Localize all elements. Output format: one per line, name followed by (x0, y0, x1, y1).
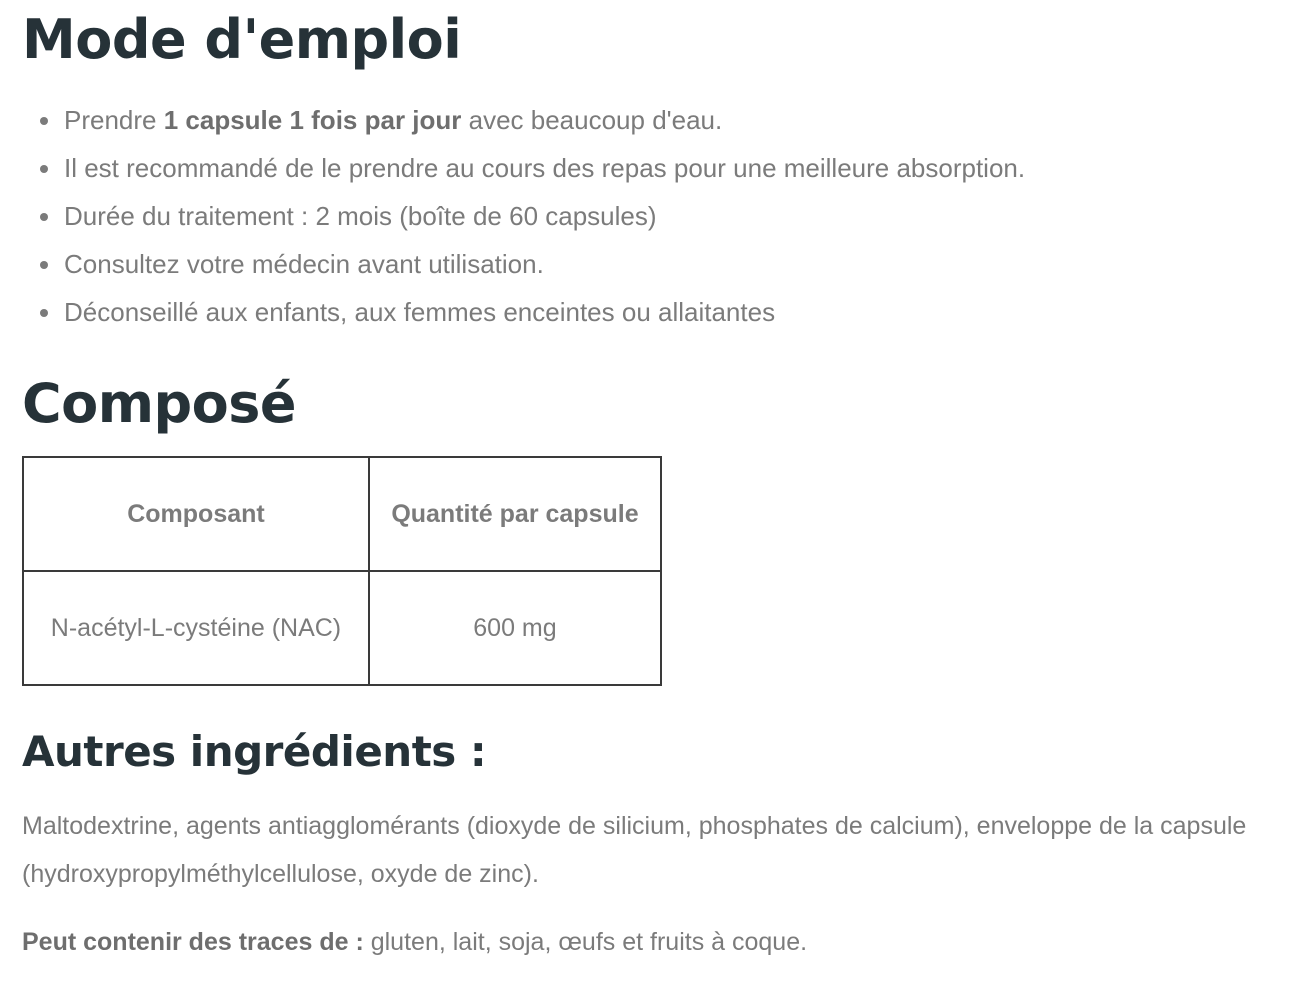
composition-table (22, 456, 662, 686)
cell-component: N-acétyl-L-cystéine (NAC) (23, 571, 369, 685)
usage-item-text: Il est recommandé de le prendre au cours des repas pour une meilleure absorption. (64, 153, 1026, 183)
bullet-icon (40, 165, 48, 173)
usage-item-text: Consultez votre médecin avant utilisation. (64, 249, 544, 279)
usage-list-item (22, 192, 1282, 240)
usage-item-text: Durée du traitement : 2 mois (boîte de 60 capsules) (64, 201, 657, 231)
bullet-icon (40, 213, 48, 221)
product-info-content (22, 0, 1282, 966)
usage-item-bold: 1 capsule 1 fois par jour (163, 105, 462, 135)
usage-list-item (22, 288, 1282, 336)
bullet-icon (40, 117, 48, 125)
column-header-quantity: Quantité par capsule (369, 457, 661, 571)
usage-list-item (22, 240, 1282, 288)
traces-text: gluten, lait, soja, œufs et fruits à coque. (363, 928, 808, 956)
table-header-row (23, 457, 661, 571)
usage-list-item (22, 96, 1282, 144)
bullet-icon (40, 309, 48, 317)
usage-item-text: Déconseillé aux enfants, aux femmes enceintes ou allaitantes (64, 297, 776, 327)
table-row (23, 571, 661, 685)
usage-list-item (22, 144, 1282, 192)
usage-list (22, 96, 1282, 336)
allergen-traces (22, 918, 1282, 966)
column-header-component: Composant (23, 457, 369, 571)
usage-heading: Mode d'emploi (22, 8, 462, 71)
other-ingredients-text: Maltodextrine, agents antiagglomérants (dioxyde de silicium, phosphates de calcium), enveloppe de la capsule (hydroxypropylméthylcellulose, oxyde de zinc). (22, 812, 1247, 888)
cell-quantity: 600 mg (369, 571, 661, 685)
bullet-icon (40, 261, 48, 269)
usage-item-text-end: avec beaucoup d'eau. (461, 105, 723, 135)
composition-heading: Composé (22, 372, 297, 435)
other-ingredients-heading: Autres ingrédients : (22, 727, 487, 776)
usage-item-text: Prendre (64, 105, 164, 135)
traces-label: Peut contenir des traces de : (22, 928, 364, 956)
